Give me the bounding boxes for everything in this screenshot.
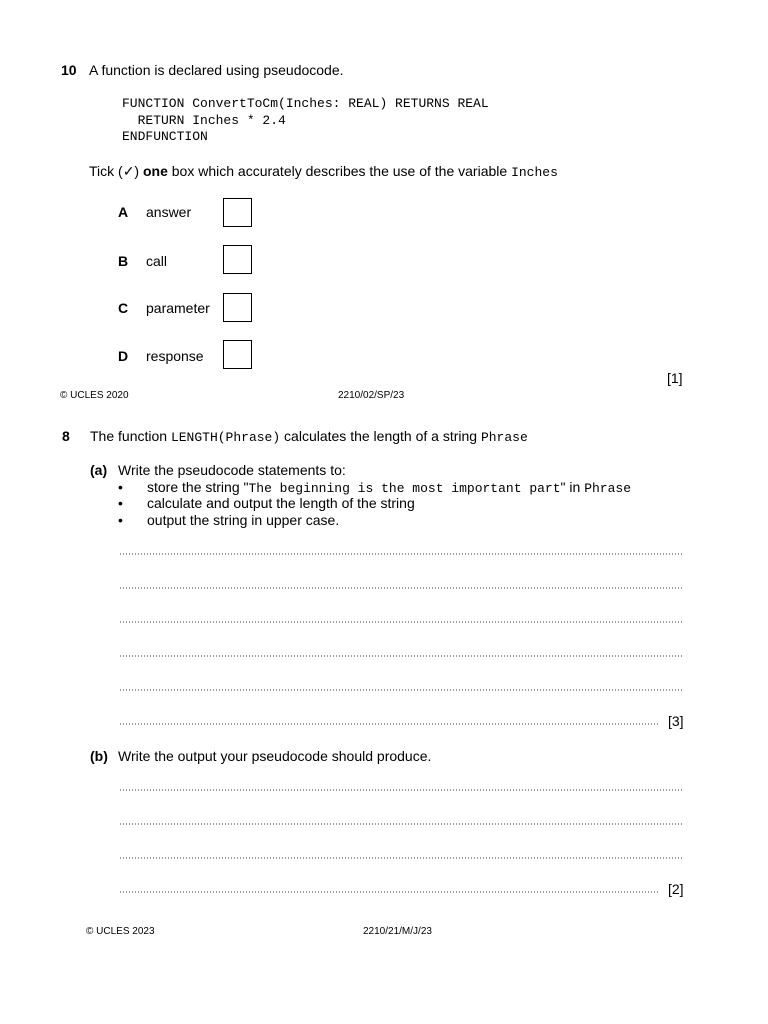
marks-part-b: [2] — [668, 881, 684, 897]
answer-line[interactable] — [119, 655, 684, 657]
option-letter: B — [118, 253, 129, 269]
tick-box-b[interactable] — [223, 245, 252, 274]
bullet-marker: • — [118, 495, 123, 511]
answer-line[interactable] — [119, 789, 684, 791]
stem-code: LENGTH(Phrase) — [170, 430, 281, 445]
marks-q10: [1] — [667, 370, 683, 386]
option-text: call — [146, 253, 168, 269]
code-line-3: ENDFUNCTION — [122, 129, 208, 144]
option-letter: D — [118, 348, 129, 364]
option-text: answer — [146, 204, 192, 220]
code-line-1: FUNCTION ConvertToCm(Inches: REAL) RETURNS REAL — [122, 96, 489, 111]
footer-copyright: © UCLES 2020 — [60, 390, 129, 401]
question-number-8: 8 — [62, 428, 70, 444]
tick-box-c[interactable] — [223, 293, 252, 322]
answer-line[interactable] — [119, 857, 684, 859]
option-letter: A — [118, 204, 129, 220]
bullet-item-2: calculate and output the length of the string — [147, 495, 415, 511]
instruction-middle: box which accurately describes the use of the variable — [167, 163, 512, 179]
question-number-10: 10 — [61, 62, 77, 78]
tick-box-d[interactable] — [223, 340, 252, 369]
answer-line[interactable] — [119, 689, 684, 691]
answer-line[interactable] — [119, 891, 659, 893]
instruction-prefix: Tick (✓) — [89, 163, 143, 179]
question-10-stem: A function is declared using pseudocode. — [89, 62, 344, 78]
stem-prefix: The function — [90, 428, 171, 444]
footer-copyright: © UCLES 2023 — [86, 926, 155, 937]
code-line-2: RETURN Inches * 2.4 — [122, 113, 286, 128]
option-text: parameter — [146, 300, 210, 316]
footer-paper-code: 2210/02/SP/23 — [338, 390, 405, 401]
bullet-marker: • — [118, 512, 123, 528]
option-letter: C — [118, 300, 129, 316]
instruction-bold: one — [142, 163, 168, 179]
answer-line[interactable] — [119, 823, 684, 825]
bullet-item-1 — [147, 479, 631, 496]
option-text: response — [146, 348, 204, 364]
part-b-text: Write the output your pseudocode should produce. — [118, 748, 432, 764]
bullet-marker: • — [118, 479, 123, 495]
answer-line[interactable] — [119, 587, 684, 589]
part-a-text: Write the pseudocode statements to: — [118, 462, 346, 478]
bullet-code: The beginning is the most important part — [248, 481, 561, 496]
bullet-suffix-code: Phrase — [584, 481, 631, 496]
bullet-suffix-text: " in — [560, 479, 585, 495]
part-a-label: (a) — [90, 462, 108, 478]
question-8-stem — [90, 428, 528, 445]
answer-line[interactable] — [119, 553, 684, 555]
tick-box-a[interactable] — [223, 198, 252, 227]
answer-line[interactable] — [119, 621, 684, 623]
answer-line[interactable] — [119, 723, 659, 725]
stem-code-2: Phrase — [480, 430, 528, 445]
part-b-label: (b) — [90, 748, 108, 764]
stem-middle: calculates the length of a string — [280, 428, 481, 444]
tick-instruction — [89, 163, 558, 180]
instruction-code: Inches — [511, 165, 558, 180]
bullet-item-3: output the string in upper case. — [147, 512, 340, 528]
footer-paper-code: 2210/21/M/J/23 — [363, 926, 432, 937]
bullet-prefix: store the string " — [147, 479, 249, 495]
marks-part-a: [3] — [668, 713, 684, 729]
